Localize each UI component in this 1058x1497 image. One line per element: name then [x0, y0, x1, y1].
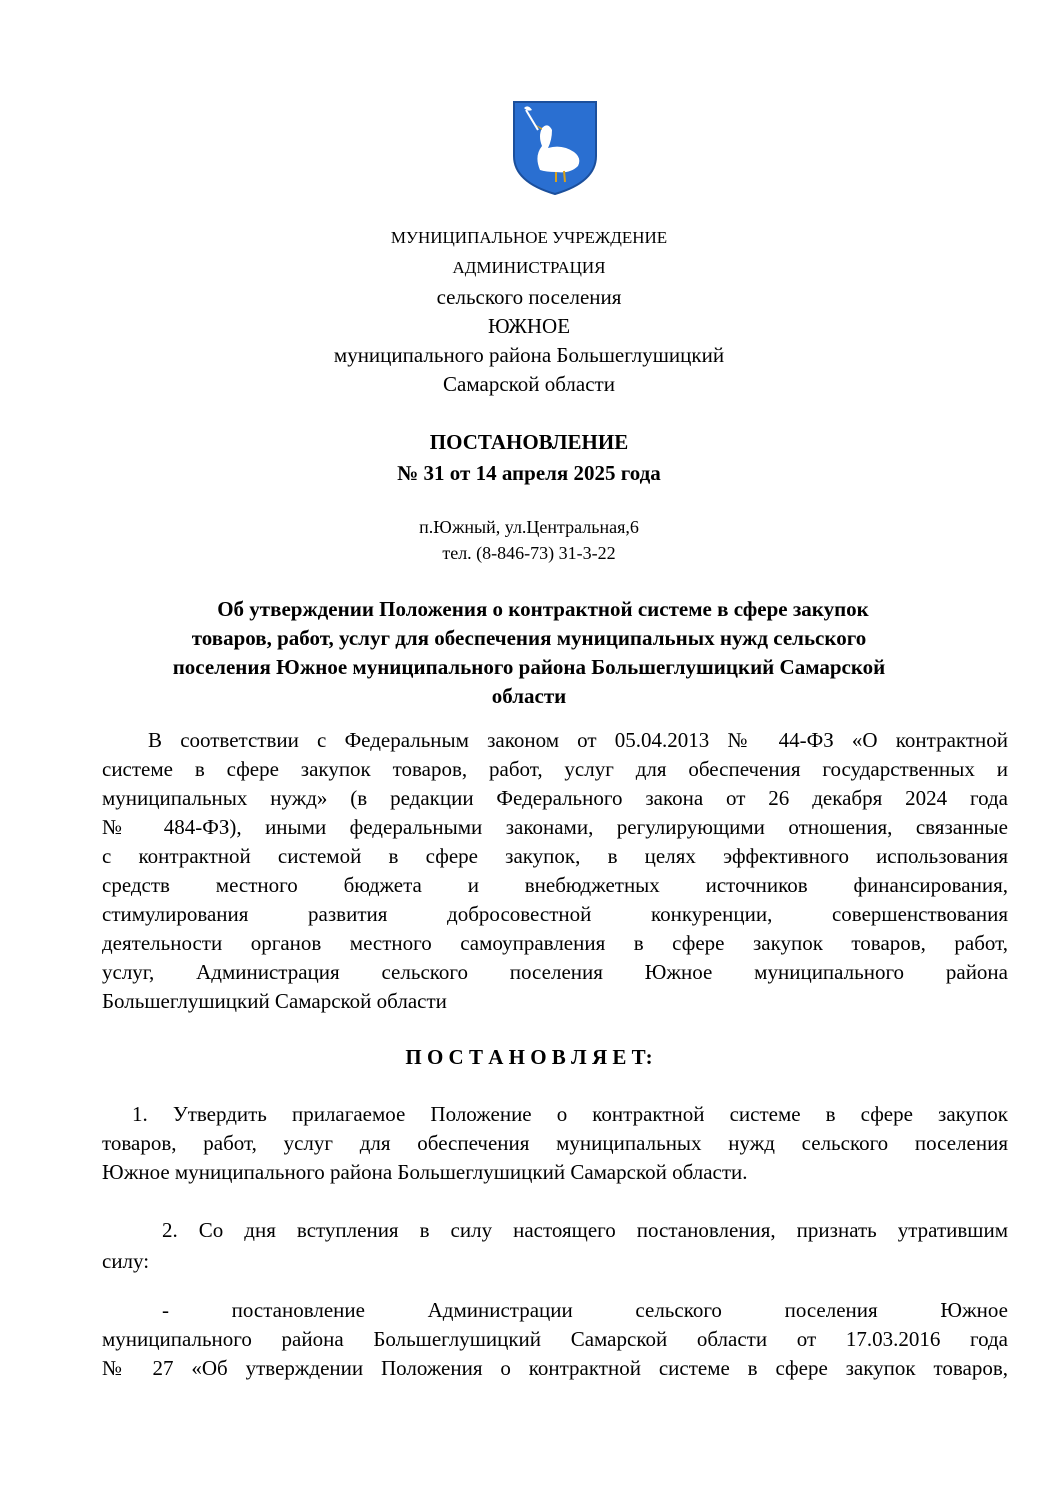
org-line-3: сельского поселения [436, 285, 622, 309]
preamble-line: муниципальных нужд» (в редакции Федерального закона от 26 декабря 2024 года [102, 786, 1008, 810]
item-1-line: 1. Утвердить прилагаемое Положение о контрактной системе в сфере закупок [132, 1102, 1008, 1126]
preamble-line: Большеглушицкий Самарской области [102, 989, 447, 1013]
resolves-heading: П О С Т А Н О В Л Я Е Т: [405, 1045, 653, 1069]
item-1-line: Южное муниципального района Большеглушицкий Самарской области. [102, 1160, 748, 1184]
org-line-6: Самарской области [443, 372, 615, 396]
org-line-5: муниципального района Большеглушицкий [333, 343, 725, 367]
preamble-line: деятельности органов местного самоуправления в сфере закупок товаров, работ, [102, 931, 1008, 955]
bullet-line: - постановление Администрации сельского поселения Южное [162, 1298, 1008, 1322]
preamble-line: услуг, Администрация сельского поселения Южное муниципального района [102, 960, 1008, 984]
bullet-line: муниципального района Большеглушицкий Самарской области от 17.03.2016 года [102, 1327, 1008, 1351]
coat-of-arms-emblem [512, 100, 598, 196]
title-line: поселения Южное муниципального района Большеглушицкий Самарской [172, 655, 886, 679]
preamble-line: средств местного бюджета и внебюджетных источников финансирования, [102, 873, 1008, 897]
item-2-line: силу: [102, 1249, 150, 1273]
org-line-1: МУНИЦИПАЛЬНОЕ УЧРЕЖДЕНИЕ [390, 228, 668, 247]
address-phone: тел. (8-846-73) 31-3-22 [442, 543, 616, 563]
address-line-1: п.Южный, ул.Центральная,6 [419, 517, 639, 537]
org-line-2: АДМИНИСТРАЦИЯ [452, 258, 606, 277]
preamble-line: системе в сфере закупок товаров, работ, услуг для обеспечения государственных и [102, 757, 1008, 781]
title-line: области [491, 684, 567, 708]
bullet-line: № 27 «Об утверждении Положения о контрактной системе в сфере закупок товаров, [102, 1356, 1008, 1380]
preamble-line: № 484-ФЗ), иными федеральными законами, регулирующими отношения, связанные [102, 815, 1008, 839]
preamble-line: стимулирования развития добросовестной конкуренции, совершенствования [102, 902, 1008, 926]
item-2-line: 2. Со дня вступления в силу настоящего постановления, признать утратившим [162, 1218, 1008, 1242]
decree-number-date: № 31 от 14 апреля 2025 года [397, 461, 661, 485]
decree-type: ПОСТАНОВЛЕНИЕ [429, 430, 629, 454]
org-line-4: ЮЖНОЕ [487, 314, 571, 338]
title-line: Об утверждении Положения о контрактной системе в сфере закупок [217, 597, 869, 621]
preamble-line: с контрактной системой в сфере закупок, в целях эффективного использования [102, 844, 1008, 868]
title-line: товаров, работ, услуг для обеспечения муниципальных нужд сельского [191, 626, 867, 650]
preamble-line: В соответствии с Федеральным законом от 05.04.2013 № 44-ФЗ «О контрактной [148, 728, 1008, 752]
item-1-line: товаров, работ, услуг для обеспечения муниципальных нужд сельского поселения [102, 1131, 1008, 1155]
